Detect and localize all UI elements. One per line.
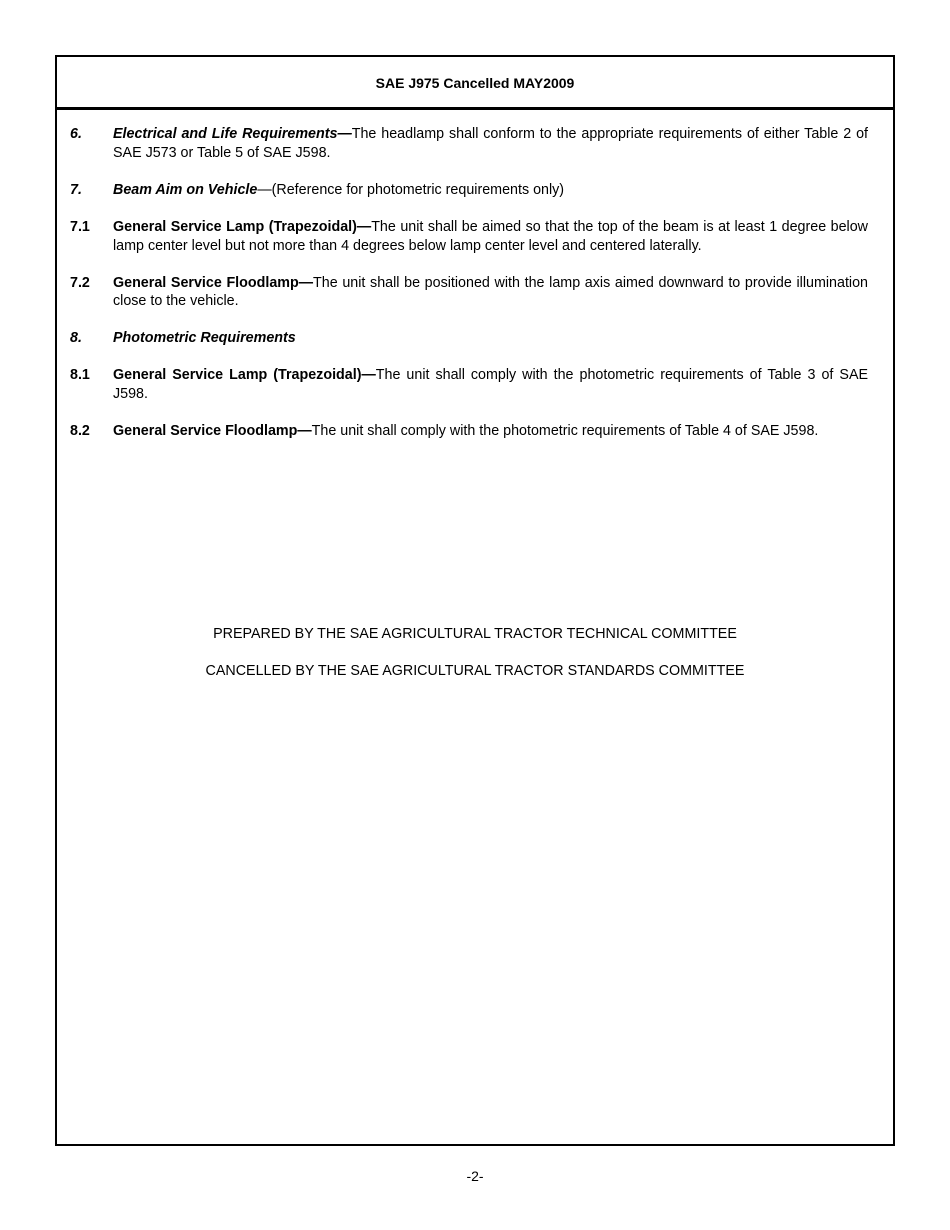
section-number: 6. (70, 126, 82, 142)
sections-list (70, 125, 868, 459)
section-body (113, 125, 868, 163)
section-number: 8.1 (70, 367, 90, 384)
section-body (113, 422, 868, 441)
section-8-1 (70, 366, 868, 404)
section-text: The unit shall be positioned with the lamp axis aimed downward to provide illumination close to the vehicle. (113, 274, 868, 310)
section-6 (70, 125, 868, 163)
section-text: The unit shall comply with the photometric requirements of Table 4 of SAE J598. (311, 423, 819, 440)
section-text: —(Reference for photometric requirements only) (257, 181, 565, 198)
document-title: SAE J975 Cancelled MAY2009 (375, 75, 575, 91)
section-number: 7. (70, 181, 82, 198)
section-7-2 (70, 274, 868, 312)
section-body (113, 181, 868, 200)
cancelled-by-statement: CANCELLED BY THE SAE AGRICULTURAL TRACTOR STANDARDS COMMITTEE (205, 663, 745, 679)
section-number: 7.2 (70, 274, 90, 291)
section-body (113, 274, 868, 312)
section-body (113, 218, 868, 256)
section-title: General Service Floodlamp— (113, 274, 314, 291)
section-7-1 (70, 218, 868, 256)
section-number: 8. (70, 330, 82, 347)
section-number: 7.1 (70, 218, 90, 235)
section-8 (70, 329, 868, 348)
page-number: -2- (466, 1168, 484, 1184)
document-frame (55, 55, 895, 1146)
section-title: Beam Aim on Vehicle (113, 181, 258, 198)
section-text: The headlamp shall conform to the appropriate requirements of either Table 2 of SAE J573 or Table 5 of SAE J598. (113, 126, 869, 161)
section-title: General Service Floodlamp— (113, 423, 312, 440)
section-body (113, 329, 868, 348)
page-header (57, 57, 893, 110)
section-number: 8.2 (70, 423, 90, 440)
section-text: The unit shall be aimed so that the top of the beam is at least 1 degree below lamp center level but not more than 4 degrees below lamp center level and centered laterally. (113, 218, 868, 254)
section-title: Electrical and Life Requirements— (113, 126, 352, 142)
section-title: General Service Lamp (Trapezoidal)— (113, 218, 372, 235)
section-title: General Service Lamp (Trapezoidal)— (113, 367, 376, 384)
section-text: The unit shall comply with the photometric requirements of Table 3 of SAE J598. (113, 367, 869, 403)
section-body (113, 366, 868, 404)
prepared-by-statement: PREPARED BY THE SAE AGRICULTURAL TRACTOR TECHNICAL COMMITTEE (213, 626, 737, 642)
section-7 (70, 181, 868, 200)
section-title: Photometric Requirements (113, 330, 296, 347)
section-8-2 (70, 422, 868, 441)
